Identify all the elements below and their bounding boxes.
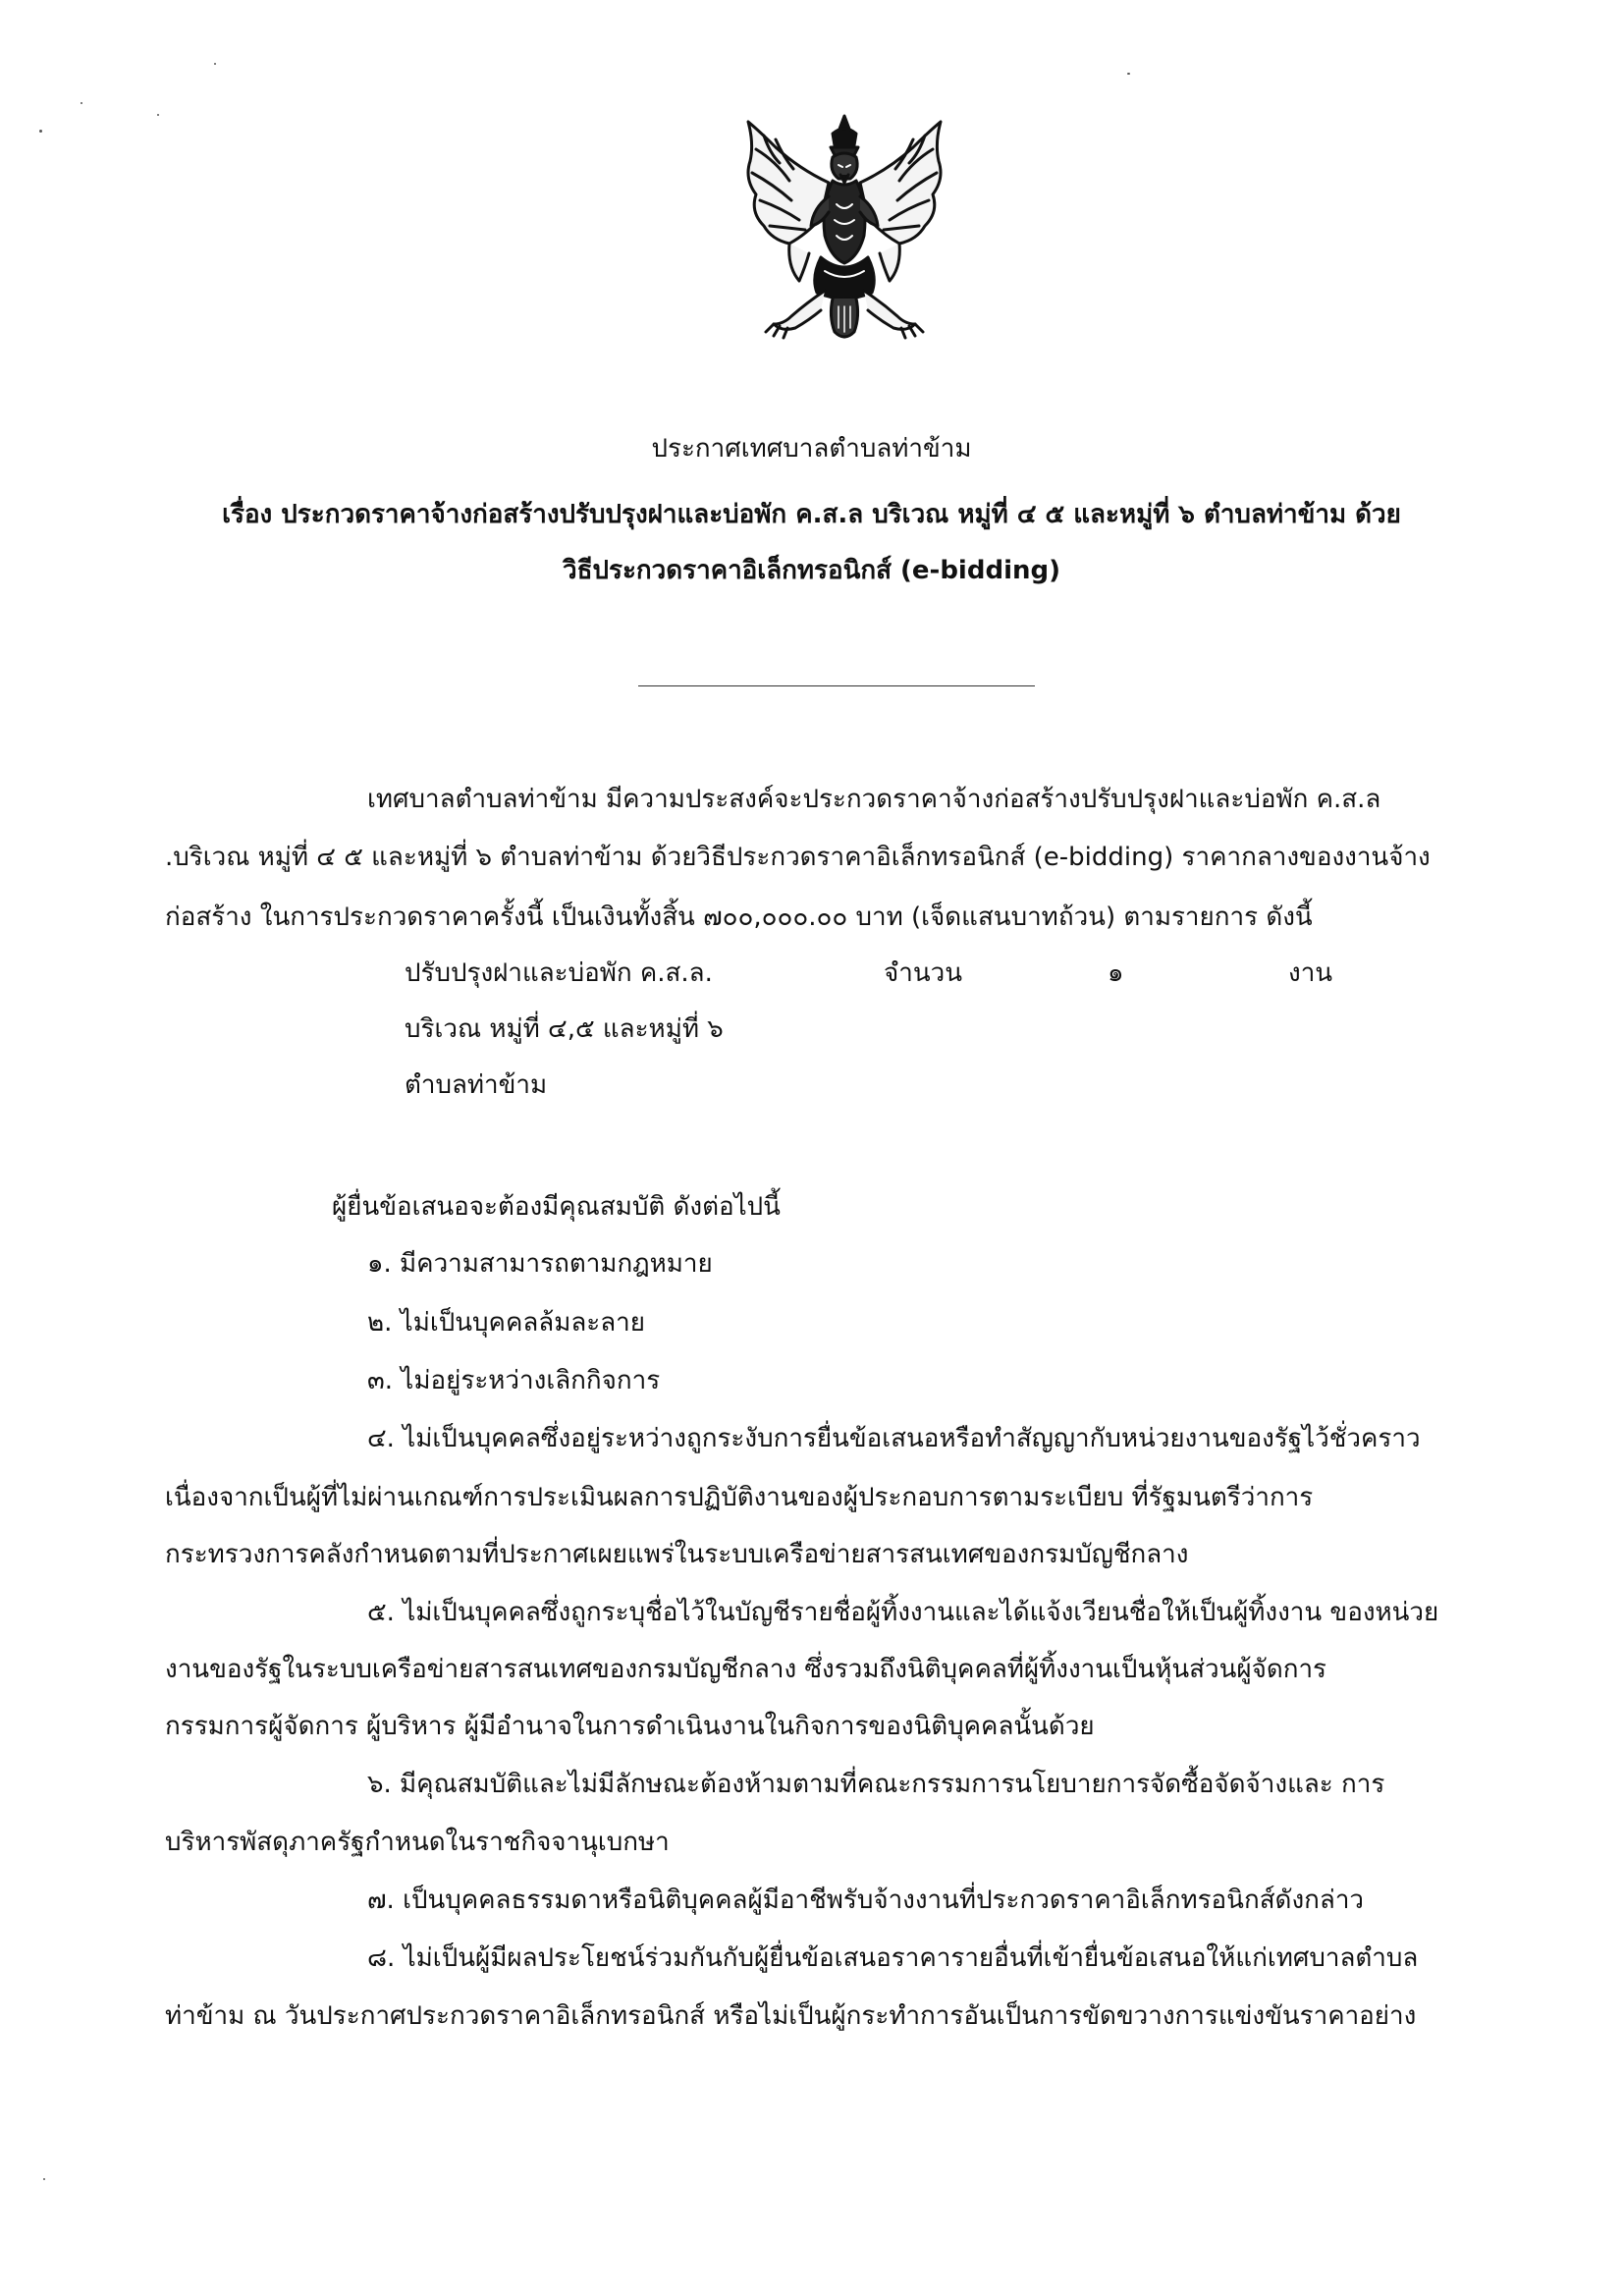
title-divider (638, 685, 1035, 686)
qualification-item-5-line-1: ๕. ไม่เป็นบุคคลซึ่งถูกระบุชื่อไว้ในบัญชีรายชื่อผู้ทิ้งงานและได้แจ้งเวียนชื่อให้เป็นผู้ทิ้งงาน ของหน่วย (367, 1598, 1439, 1627)
item-quantity-label: จำนวน (884, 958, 962, 988)
intro-line-2: .บริเวณ หมู่ที่ ๔ ๕ และหมู่ที่ ๖ ตำบลท่าข้าม ด้วยวิธีประกวดราคาอิเล็กทรอนิกส์ (e-bidding) ราคากลางของงานจ้าง (165, 843, 1431, 872)
scan-speck (43, 2178, 45, 2180)
qualification-item-5-line-2: งานของรัฐในระบบเครือข่ายสารสนเทศของกรมบัญชีกลาง ซึ่งรวมถึงนิติบุคคลที่ผู้ทิ้งงานเป็นหุ้นส่วนผู้จัดการ (165, 1655, 1327, 1684)
qualification-item-7: ๗. เป็นบุคคลธรรมดาหรือนิติบุคคลผู้มีอาชีพรับจ้างงานที่ประกวดราคาอิเล็กทรอนิกส์ดังกล่าว (367, 1886, 1365, 1915)
qualification-item-1: ๑. มีความสามารถตามกฎหมาย (367, 1249, 713, 1279)
item-description-line-3: ตำบลท่าข้าม (405, 1070, 548, 1100)
announcement-subject-line-2: วิธีประกวดราคาอิเล็กทรอนิกส์ (e-bidding) (563, 556, 1060, 585)
intro-line-1: เทศบาลตำบลท่าข้าม มีความประสงค์จะประกวดราคาจ้างก่อสร้างปรับปรุงฝาและบ่อพัก ค.ส.ล (367, 785, 1381, 814)
qualification-item-6-line-2: บริหารพัสดุภาครัฐกำหนดในราชกิจจานุเบกษา (165, 1828, 670, 1857)
item-unit: งาน (1288, 958, 1333, 988)
qualification-item-3: ๓. ไม่อยู่ระหว่างเลิกกิจการ (367, 1366, 661, 1395)
scan-speck (39, 130, 42, 133)
item-quantity-value: ๑ (1108, 958, 1124, 988)
scan-speck (157, 114, 159, 116)
item-description-line-2: บริเวณ หมู่ที่ ๔,๕ และหมู่ที่ ๖ (405, 1014, 724, 1044)
announcement-subject-line-1: เรื่อง ประกวดราคาจ้างก่อสร้างปรับปรุงฝาและบ่อพัก ค.ส.ล บริเวณ หมู่ที่ ๔ ๕ และหมู่ที่ ๖ ตำบลท่าข้าม ด้วย (222, 500, 1401, 529)
announcement-title: ประกาศเทศบาลตำบลท่าข้าม (651, 434, 972, 464)
qualification-item-8-line-2: ท่าข้าม ณ วันประกาศประกวดราคาอิเล็กทรอนิกส์ หรือไม่เป็นผู้กระทำการอันเป็นการขัดขวางการแข่งขันราคาอย่าง (165, 2001, 1417, 2031)
qualification-item-6-line-1: ๖. มีคุณสมบัติและไม่มีลักษณะต้องห้ามตามที่คณะกรรมการนโยบายการจัดซื้อจัดจ้างและ การ (367, 1770, 1385, 1799)
qualification-item-4-line-3: กระทรวงการคลังกำหนดตามที่ประกาศเผยแพร่ในระบบเครือข่ายสารสนเทศของกรมบัญชีกลาง (165, 1540, 1189, 1569)
scan-speck (81, 102, 82, 104)
scan-speck (1127, 73, 1130, 75)
qualification-item-2: ๒. ไม่เป็นบุคคลล้มละลาย (367, 1308, 646, 1338)
qualification-item-5-line-3: กรรมการผู้จัดการ ผู้บริหาร ผู้มีอำนาจในการดำเนินงานในกิจการของนิติบุคคลนั้นด้วย (165, 1712, 1095, 1741)
qualification-item-8-line-1: ๘. ไม่เป็นผู้มีผลประโยชน์ร่วมกันกับผู้ยื่นข้อเสนอราคารายอื่นที่เข้ายื่นข้อเสนอให้แก่เทศบาลตำบล (367, 1943, 1419, 1973)
scan-speck (214, 63, 216, 65)
intro-line-3: ก่อสร้าง ในการประกวดราคาครั้งนี้ เป็นเงินทั้งสิ้น ๗๐๐,๐๐๐.๐๐ บาท (เจ็ดแสนบาทถ้วน) ตามรายการ ดังนี้ (165, 902, 1313, 932)
qualification-item-4-line-2: เนื่องจากเป็นผู้ที่ไม่ผ่านเกณฑ์การประเมินผลการปฏิบัติงานของผู้ประกอบการตามระเบียบ ที่รัฐมนตรีว่าการ (165, 1483, 1314, 1512)
qualification-item-4-line-1: ๔. ไม่เป็นบุคคลซึ่งอยู่ระหว่างถูกระงับการยื่นข้อเสนอหรือทำสัญญากับหน่วยงานของรัฐไว้ชั่วคราว (367, 1424, 1421, 1453)
garuda-emblem-icon (730, 110, 958, 346)
qualifications-heading: ผู้ยื่นข้อเสนอจะต้องมีคุณสมบัติ ดังต่อไปนี้ (332, 1192, 781, 1222)
item-description-line-1: ปรับปรุงฝาและบ่อพัก ค.ส.ล. (405, 958, 713, 988)
